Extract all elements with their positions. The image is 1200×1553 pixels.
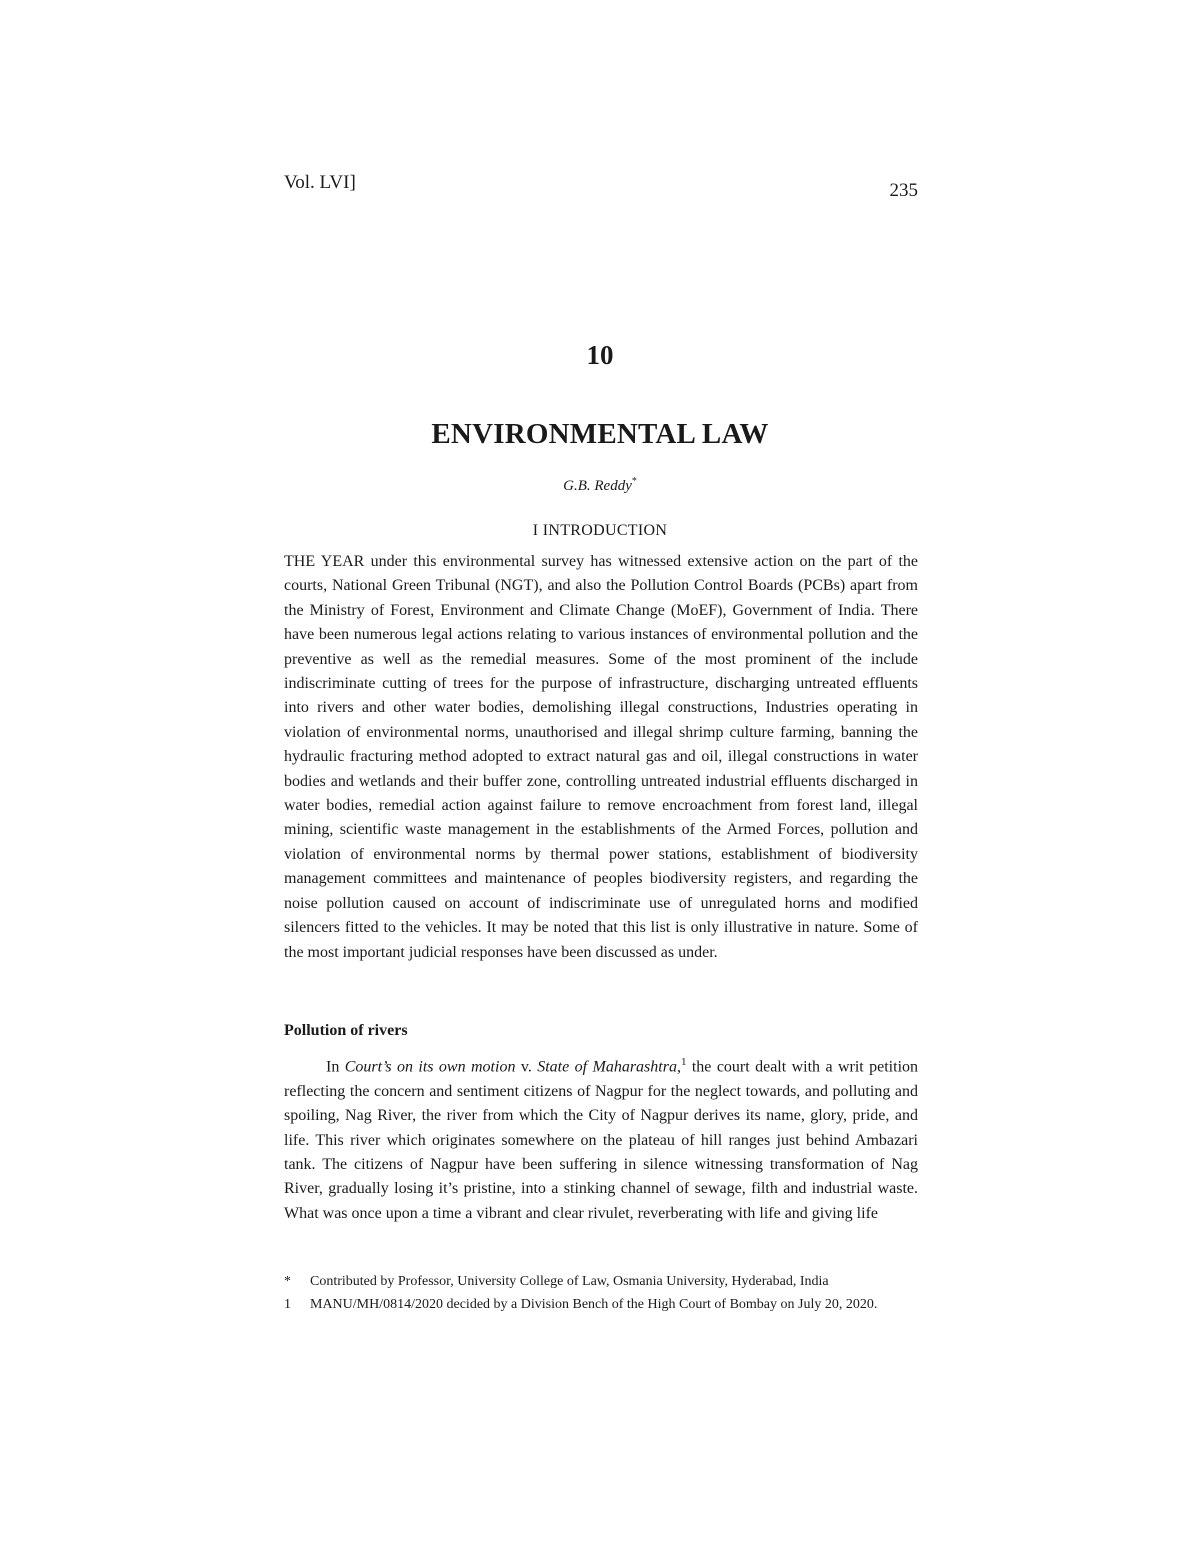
rivers-paragraph-text: the court dealt with a writ petition reflecting the concern and sentiment citizens of Nagpur for the neglect towards, and polluting and spoiling, Nag River, the river from which the City of Nagpur derives its name, glory, pride, and life. This river which originates somewhere on the plateau of hill ranges just behind Ambazari tank. The citizens of Nagpur have been suffering in silence witnessing transformation of Nag River, gradually losing it’s pristine, into a stinking channel of sewage, filth and industrial waste. What was once upon a time a vibrant and clear rivulet, reverberating with life and giving life bbox=[284, 1058, 919, 1222]
case-name-second: State of Maharashtra bbox=[537, 1058, 677, 1076]
footnote-text: Contributed by Professor, University College of Law, Osmania University, Hyderabad, India bbox=[310, 1274, 829, 1289]
author-footnote-mark: * bbox=[631, 476, 637, 487]
footnote-mark: 1 bbox=[284, 1297, 291, 1312]
page-number: 235 bbox=[889, 180, 918, 201]
footnote-mark: * bbox=[284, 1274, 291, 1289]
intro-block bbox=[284, 550, 918, 965]
footnote-text: MANU/MH/0814/2020 decided by a Division Bench of the High Court of Bombay on July 20, 2020. bbox=[310, 1297, 878, 1312]
case-name-first: Court’s on its own motion bbox=[344, 1058, 516, 1076]
volume-label: Vol. LVI] bbox=[284, 172, 356, 193]
footnote bbox=[284, 1295, 918, 1315]
running-header bbox=[284, 172, 918, 202]
subsection-heading: Pollution of rivers bbox=[284, 1022, 408, 1039]
versus-text: v. bbox=[515, 1058, 538, 1076]
intro-paragraph: THE YEAR under this environmental survey has witnessed extensive action on the part of the courts, National Green Tribunal (NGT), and also the Pollution Control Boards (PCBs) apart from the Ministry of Forest, Environment and Climate Change (MoEF), Government of India. There have been numerous legal actions relating to various instances of environmental pollution and the preventive as well as the remedial measures. Some of the most prominent of the include indiscriminate cutting of trees for the purpose of infrastructure, discharging untreated effluents into rivers and other water bodies, demolishing illegal constructions, Industries operating in violation of environmental norms, unauthorised and illegal shrimp culture farming, banning the hydraulic fracturing method adopted to extract natural gas and oil, illegal constructions in water bodies and wetlands and their buffer zone, controlling untreated industrial effluents discharged in water bodies, remedial action against failure to remove encroachment from forest land, illegal mining, scientific waste management in the establishments of the Armed Forces, pollution and violation of environmental norms by thermal power stations, establishment of biodiversity management committees and maintenance of peoples biodiversity registers, and regarding the noise pollution caused on account of indiscriminate use of unregulated horns and modified silencers fitted to the vehicles. It may be noted that this list is only illustrative in nature. Some of the most important judicial responses have been discussed as under. bbox=[284, 553, 918, 961]
footnotes-area bbox=[284, 1272, 918, 1318]
rivers-block bbox=[284, 1050, 918, 1226]
author-byline bbox=[0, 476, 1200, 495]
chapter-number: 10 bbox=[586, 340, 614, 370]
section-heading: I INTRODUCTION bbox=[532, 522, 668, 539]
comma-text: , bbox=[676, 1058, 681, 1076]
rivers-paragraph bbox=[284, 1050, 918, 1226]
footnote bbox=[284, 1272, 918, 1292]
author-name: G.B. Reddy bbox=[563, 478, 632, 494]
chapter-title: ENVIRONMENTAL LAW bbox=[431, 418, 769, 450]
lead-text: In bbox=[326, 1058, 345, 1076]
footnote-reference: 1 bbox=[680, 1056, 687, 1068]
